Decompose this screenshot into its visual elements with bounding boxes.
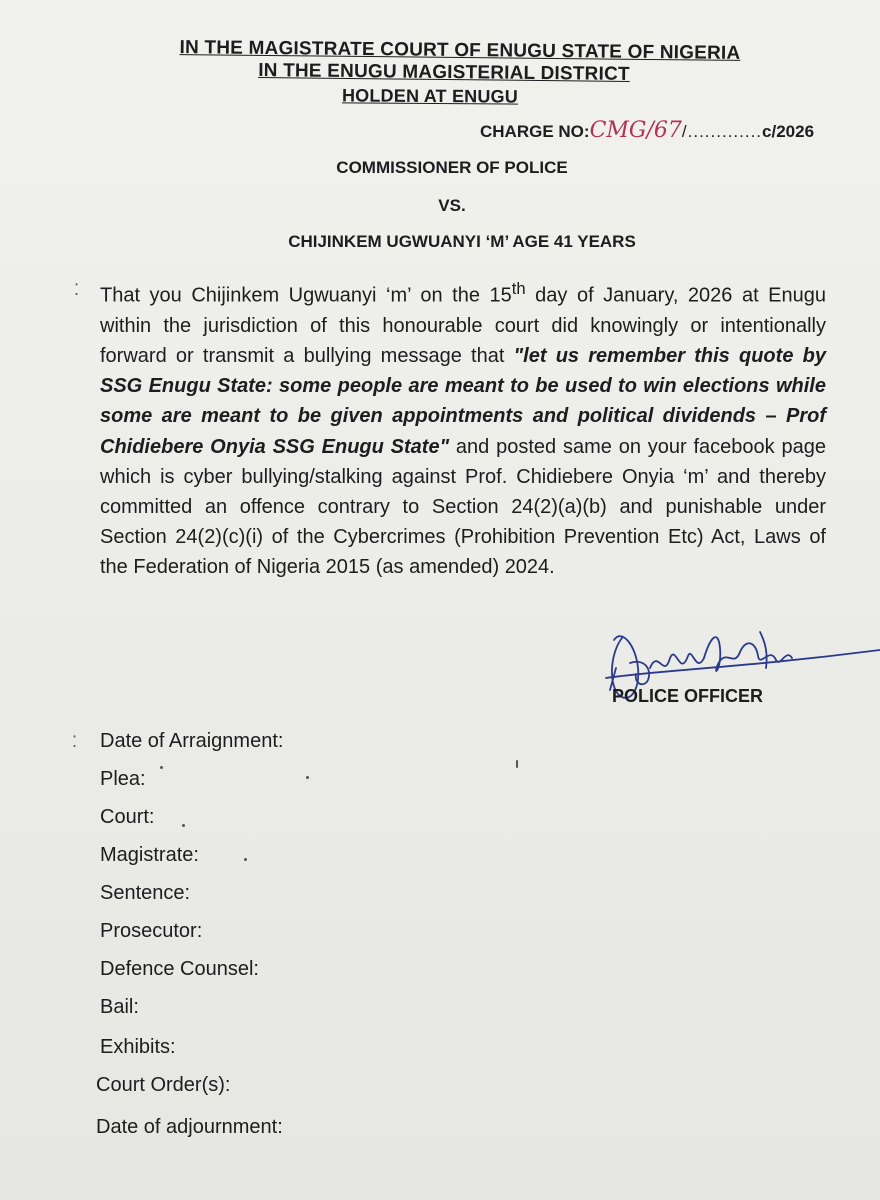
paper-speck [160,766,163,769]
field-date-of-adjournment: Date of adjournment: [96,1116,283,1138]
field-court-orders: Court Order(s): [96,1074,231,1096]
field-date-of-arraignment: Date of Arraignment: [100,730,284,752]
quoted-message: "let us remember this quote by SSG Enugu State: some people are meant to be used to win elections while some are meant to be given appointments and political dividends – Prof Chidiebere Onyia SSG Enugu State" [100,345,827,458]
charge-statement [100,274,826,583]
paper-speck [516,760,518,768]
district-title: IN THE ENUGU MAGISTERIAL DISTRICT [258,60,630,85]
bullet-marker: ⁚ [72,734,78,751]
complainant: COMMISSIONER OF POLICE [336,158,568,177]
field-bail: Bail: [100,996,139,1018]
holden-title: HOLDEN AT ENUGU [341,85,519,107]
statement-intro: That you Chijinkem Ugwuanyi ‘m’ on the 15 [100,284,512,307]
field-prosecutor: Prosecutor: [100,920,203,942]
statement-rest: and posted same on your facebook page which is cyber bullying/stalking against Prof. Chidiebere Onyia ‘m’ and thereby committed an offence contrary to Section 24(2)(a)(b) and punishable under Section 24(2)(c)(i) of the Cybercrimes (Prohibition Prevention Etc) Act, Laws of the Federation of Nigeria 2015 (as amended) 2024. [100,435,826,579]
field-sentence: Sentence: [100,882,191,904]
charge-suffix: c/2026 [762,122,815,141]
statement-intro-cont: day of January, 2026 at Enugu within the jurisdiction of this honourable court did knowingly or intentionally forward or transmit a bullying message that [100,284,826,368]
charge-number [480,118,814,143]
paper-speck [182,824,185,827]
police-officer-title: POLICE OFFICER [612,686,764,706]
court-title: IN THE MAGISTRATE COURT OF ENUGU STATE OF NIGERIA [179,37,741,64]
ordinal-suffix: th [511,279,526,298]
field-court: Court: [100,806,155,828]
versus: VS. [438,196,466,215]
bullet-marker: ⁚ [74,282,80,299]
accused: CHIJINKEM UGWUANYI ‘M’ AGE 41 YEARS [288,232,636,251]
field-exhibits: Exhibits: [100,1036,176,1058]
field-defence-counsel: Defence Counsel: [100,958,259,980]
charge-handwritten-number: CMG/67 [589,118,682,143]
charge-dots: /............. [681,122,763,141]
paper-speck [306,776,309,779]
field-plea: Plea: [100,768,146,790]
charge-label: CHARGE NO: [480,122,590,141]
paper-speck [244,858,247,861]
field-magistrate: Magistrate: [100,844,199,866]
